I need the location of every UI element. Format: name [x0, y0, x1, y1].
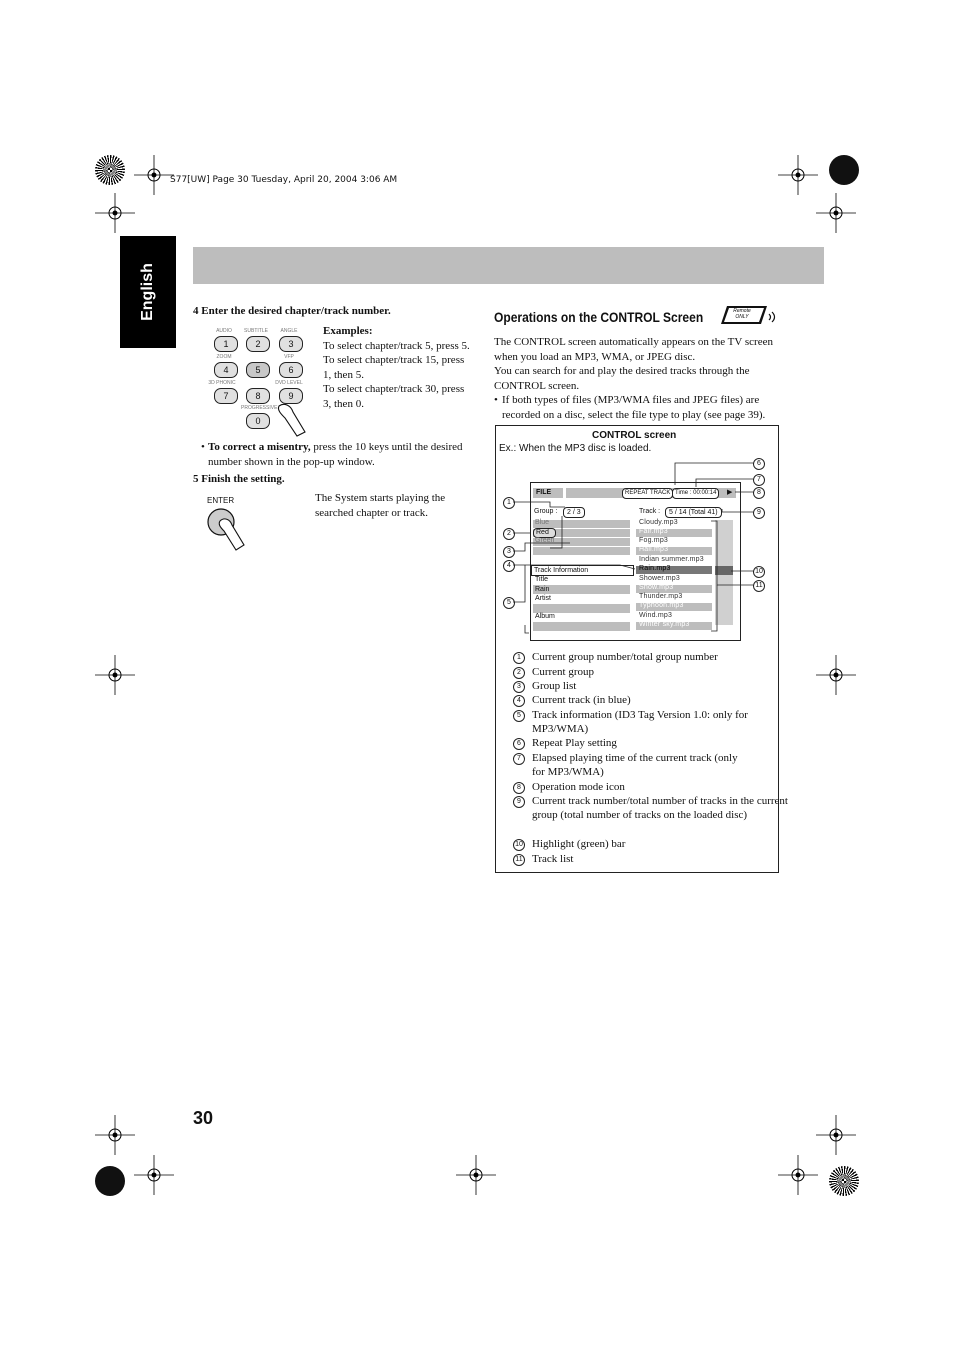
intro-text: [494, 335, 779, 422]
track-info-title: Track Information: [531, 565, 634, 576]
keypad-key: 3: [279, 336, 303, 352]
example-line: To select chapter/track 15, press 1, then 5.: [323, 354, 465, 381]
info-field: Title: [535, 576, 548, 583]
step-5-heading: 5 Finish the setting.: [193, 473, 285, 485]
track-item: Shower.mp3: [639, 575, 680, 582]
group-item: Blue: [535, 519, 550, 526]
track-item: Snow.mp3: [639, 584, 674, 591]
crosshair-mark: [95, 1115, 135, 1155]
page-number: 30: [193, 1108, 214, 1128]
key-label: ANGLE: [280, 328, 298, 334]
registration-sunburst-bottom-right: [829, 1166, 859, 1196]
misentry-bold: To correct a misentry,: [208, 441, 311, 453]
step-4-heading: 4 Enter the desired chapter/track number.: [193, 305, 391, 317]
legend-item: 10 Highlight (green) bar: [513, 837, 625, 851]
legend-item: 11 Track list: [513, 852, 573, 866]
key-label: PROGRESSIVE: [241, 405, 278, 411]
track-value: 5 / 14 (Total 41): [665, 507, 722, 518]
intro-paragraph: The CONTROL screen automatically appears on the TV screen when you load an MP3, WMA, or JPEG disc.: [494, 336, 773, 363]
keypad-key: 8: [246, 388, 270, 404]
track-item: Fair.mp3: [639, 528, 668, 535]
examples-title: Examples:: [323, 325, 373, 337]
track-item: Wind.mp3: [639, 612, 673, 619]
group-value: 2 / 3: [563, 507, 585, 518]
track-item: Typhoon.mp3: [639, 602, 684, 609]
bullet-text: If both types of files (MP3/WMA files and JPEG files) are recorded on a disc, select the file type to play (see page 39).: [502, 394, 766, 421]
registration-sunburst-top-right: [829, 155, 859, 185]
play-mode-icon: ▶: [727, 489, 733, 496]
finish-text: The System starts playing the searched chapter or track.: [315, 492, 446, 519]
callout-number: 1: [503, 497, 515, 509]
keypad-key: 7: [214, 388, 238, 404]
callout-number: 7: [753, 474, 765, 486]
key-label: 3D PHONIC: [208, 380, 236, 386]
group-item-current: Red: [533, 528, 556, 538]
example-line: To select chapter/track 30, press 3, then 0.: [323, 383, 465, 410]
callout-number: 4: [503, 560, 515, 572]
track-item: Hail.mp3: [639, 546, 669, 553]
callout-number: 3: [503, 546, 515, 558]
track-item: Indian summer.mp3: [639, 556, 704, 563]
keypad-key: 0: [246, 413, 270, 429]
key-label: VFP: [284, 354, 294, 360]
section-heading: Operations on the CONTROL Screen: [494, 309, 704, 325]
intro-bullet: • If both types of files (MP3/WMA files and JPEG files) are recorded on a disc, select the file type to play (see page 39).: [494, 394, 766, 421]
legend-item: 1 Current group number/total group number: [513, 650, 718, 664]
figure-subtitle: Ex.: When the MP3 disc is loaded.: [499, 443, 652, 454]
callout-leader-lines: [495, 455, 777, 645]
example-line: To select chapter/track 5, press 5.: [323, 339, 470, 352]
track-item: Fog.mp3: [639, 537, 669, 544]
legend-item: 4 Current track (in blue): [513, 693, 631, 707]
misentry-text: press the 10 keys until the desired number shown in the pop-up window.: [208, 441, 463, 468]
group-label: Group :: [534, 508, 558, 515]
callout-number: 6: [753, 458, 765, 470]
callout-number: 9: [753, 507, 765, 519]
examples-block: [323, 324, 473, 411]
crosshair-mark: [456, 1155, 496, 1195]
file-label: FILE: [536, 489, 552, 496]
track-item: Winter sky.mp3: [639, 621, 690, 628]
crosshair-mark: [778, 1155, 818, 1195]
repeat-setting: REPEAT TRACK: [622, 488, 673, 499]
keypad-key: 6: [279, 362, 303, 378]
crosshair-mark: [134, 1155, 174, 1195]
crosshair-mark: [134, 155, 174, 195]
callout-number: 5: [503, 597, 515, 609]
crosshair-mark: [816, 193, 856, 233]
info-field: Album: [535, 613, 555, 620]
legend-item: 5 Track information (ID3 Tag Version 1.0: only for MP3/WMA): [513, 708, 792, 736]
language-side-tab: [120, 236, 176, 348]
key-label: SUBTITLE: [244, 328, 268, 334]
misentry-note: • To correct a misentry, press the 10 keys until the desired number shown in the pop-up window.: [201, 441, 463, 468]
legend-item: 9 Current track number/total number of tracks in the current group (total number of tracks on the loaded disc): [513, 794, 794, 822]
info-field: Rain: [535, 586, 550, 593]
track-item-current: Rain.mp3: [639, 565, 671, 572]
section-title-bar: [193, 247, 824, 284]
key-label: ZOOM: [216, 354, 232, 360]
crosshair-mark: [816, 1115, 856, 1155]
key-label: DVD LEVEL: [275, 380, 303, 386]
crosshair-mark: [816, 655, 856, 695]
enter-button-icon: [204, 505, 254, 553]
print-header-meta: S77[UW] Page 30 Tuesday, April 20, 2004 3:06 AM: [170, 175, 398, 185]
keypad-key: 1: [214, 336, 238, 352]
number-keypad-illustration: [205, 324, 315, 434]
key-label: AUDIO: [216, 328, 232, 334]
crosshair-mark: [778, 155, 818, 195]
info-field: Artist: [535, 595, 551, 602]
callout-number: 11: [753, 580, 765, 592]
side-tab-label: English: [139, 263, 156, 321]
callout-number: 2: [503, 528, 515, 540]
elapsed-time: Time : 00:00:14: [672, 488, 719, 499]
legend-item: 2 Current group: [513, 665, 594, 679]
legend-item: 7 Elapsed playing time of the current track (only for MP3/WMA): [513, 751, 747, 779]
track-item: Thunder.mp3: [639, 593, 683, 600]
track-label: Track :: [639, 508, 661, 515]
legend-item: 8 Operation mode icon: [513, 780, 625, 794]
enter-label: ENTER: [207, 496, 235, 505]
keypad-key: 2: [246, 336, 270, 352]
callout-number: 8: [753, 487, 765, 499]
registration-sunburst-bottom-left: [95, 1166, 125, 1196]
group-item: Green: [535, 537, 555, 544]
keypad-key: 5: [246, 362, 270, 378]
finger-icon: [275, 402, 315, 438]
keypad-key: 9: [279, 388, 303, 404]
crosshair-mark: [95, 655, 135, 695]
keypad-key: 4: [214, 362, 238, 378]
legend-item: 3 Group list: [513, 679, 576, 693]
figure-title: CONTROL screen: [592, 430, 677, 441]
registration-sunburst-top-left: [95, 155, 125, 185]
intro-paragraph: You can search for and play the desired tracks through the CONTROL screen.: [494, 365, 750, 392]
callout-number: 10: [753, 566, 765, 578]
remote-only-text: Remote ONLY: [733, 308, 751, 320]
legend-item: 6 Repeat Play setting: [513, 736, 617, 750]
track-item: Cloudy.mp3: [639, 519, 678, 526]
crosshair-mark: [95, 193, 135, 233]
